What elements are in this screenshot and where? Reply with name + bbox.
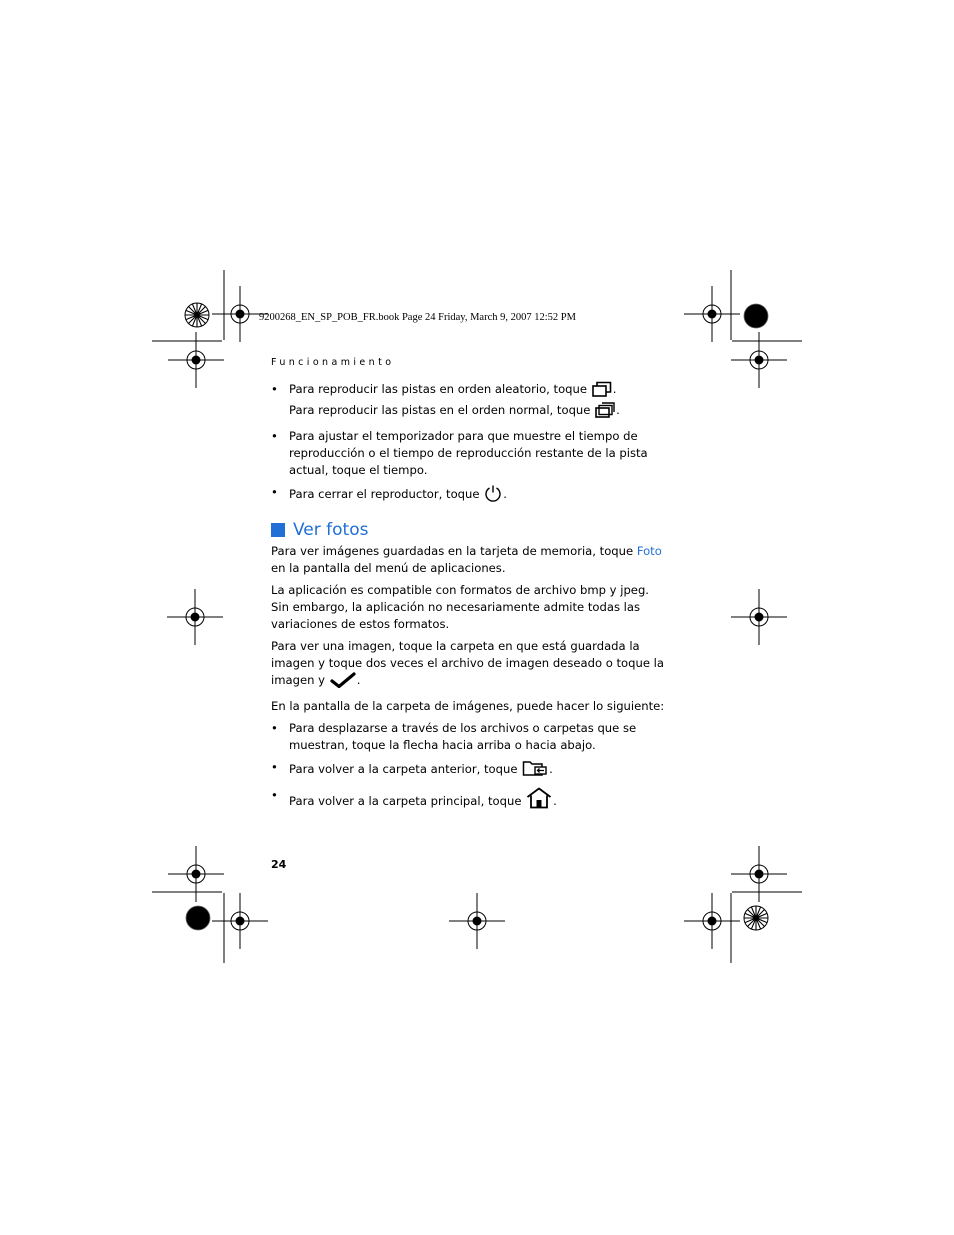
bullet-text: Para volver a la carpeta principal, toque <box>289 794 522 808</box>
shuffle-icon <box>592 381 612 402</box>
section-square-icon <box>271 523 285 537</box>
bullet-dot: • <box>271 788 278 802</box>
paragraph: La aplicación es compatible con formatos de archivo bmp y jpeg. Sin embargo, la aplicación no necesariamente admite todas las variaciones de estos formatos. <box>271 583 649 631</box>
list-item <box>271 484 666 507</box>
bullet-dot: • <box>271 721 278 735</box>
list-item <box>271 428 666 479</box>
list-item <box>271 759 666 782</box>
bullet-text: Para ajustar el temporizador para que muestre el tiempo de reproducción o el tiempo de reproducción restante de la pista actual, toque el tiempo. <box>289 429 648 477</box>
print-header-line: 9200268_EN_SP_POB_FR.book Page 24 Friday, March 9, 2007 12:52 PM <box>259 312 576 323</box>
list-item <box>271 720 666 754</box>
page-number: 24 <box>271 858 287 871</box>
bullet-text: Para reproducir las pistas en el orden normal, toque <box>289 403 591 417</box>
section-title: Ver fotos <box>293 520 369 540</box>
paragraph: En la pantalla de la carpeta de imágenes, puede hacer lo siguiente: <box>271 699 665 713</box>
folder-up-icon <box>522 759 548 782</box>
bullet-dot: • <box>271 760 278 774</box>
paragraph-text-end: . <box>356 673 361 687</box>
bullet-text-end: . <box>553 794 557 808</box>
foto-link: Foto <box>636 544 662 558</box>
bullet-text: Para cerrar el reproductor, toque <box>289 487 480 501</box>
home-icon <box>526 787 552 814</box>
bullet-text-end: . <box>549 762 553 776</box>
bullet-text-end: . <box>503 487 507 501</box>
bullet-text: Para reproducir las pistas en orden aleatorio, toque <box>289 382 588 396</box>
paragraph-text: Para ver imágenes guardadas en la tarjeta de memoria, toque <box>271 544 634 558</box>
list-item <box>271 787 666 814</box>
paragraph <box>271 638 666 693</box>
normal-order-icon <box>595 402 615 423</box>
bullet-text-end: . <box>616 403 620 417</box>
bullet-dot: • <box>271 382 278 396</box>
power-icon <box>484 484 502 507</box>
page-content <box>271 381 666 819</box>
bullet-text-end: . <box>612 382 617 396</box>
bullet-dot: • <box>271 485 278 499</box>
section-heading <box>271 519 666 543</box>
checkmark-icon <box>330 672 356 693</box>
bullet-text: Para volver a la carpeta anterior, toque <box>289 762 518 776</box>
bullet-text: Para desplazarse a través de los archivos o carpetas que se muestran, toque la flecha hacia arriba o hacia abajo. <box>289 721 637 752</box>
running-head: Funcionamiento <box>271 357 395 368</box>
paragraph-text: en la pantalla del menú de aplicaciones. <box>271 561 506 575</box>
paragraph <box>271 543 666 577</box>
bullet-dot: • <box>271 429 278 443</box>
list-item <box>271 381 666 423</box>
paragraph-text: Para ver una imagen, toque la carpeta en que está guardada la imagen y toque dos veces el archivo de imagen deseado o toque la imagen y <box>271 639 664 687</box>
